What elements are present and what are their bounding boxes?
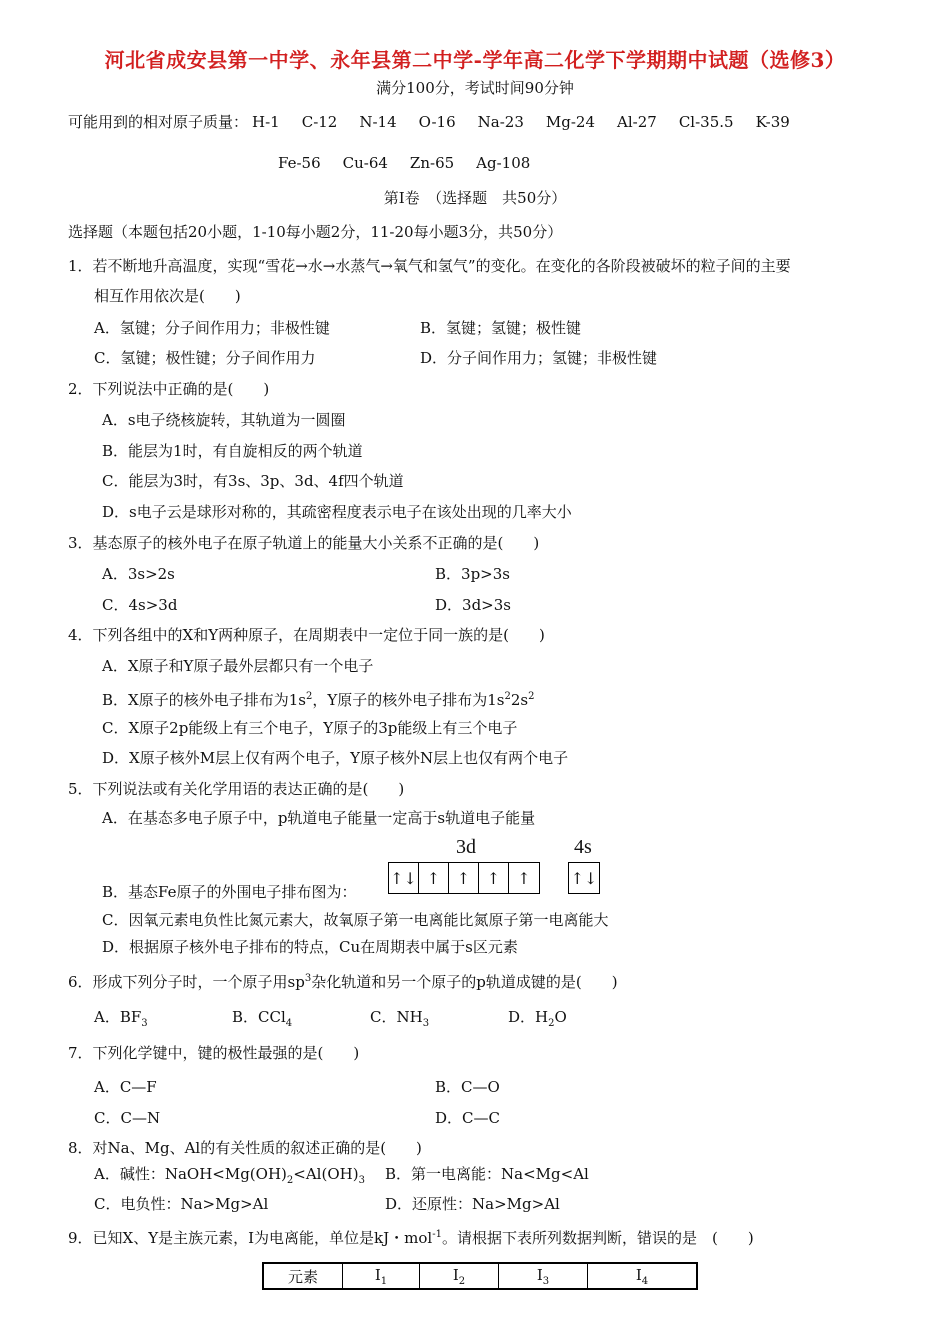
q5-option-b: B．基态Fe原子的外围电子排布图为： (102, 883, 357, 901)
q5-option-c: C．因氧元素电负性比氮元素大，故氧原子第一电离能比氮原子第一电离能大 (102, 911, 609, 929)
q6-text: 杂化轨道和另一个原子的p轨道成键的是( ) (311, 973, 618, 991)
section-title: 第Ⅰ卷 （选择题 共50分） (383, 189, 567, 207)
q2-option-c: C．能层为3时，有3s、3p、3d、4f四个轨道 (102, 472, 404, 490)
section-intro: 选择题（本题包括20小题，1-10每小题2分，11-20每小题3分，共50分） (68, 223, 563, 241)
mass-item: Ag-108 (476, 154, 531, 172)
mass-item: K-39 (755, 113, 790, 131)
q4-option-d: D．X原子核外M层上仅有两个电子，Y原子核外N层上也仅有两个电子 (102, 749, 569, 767)
q1-option-c: C．氢键；极性键；分子间作用力 (94, 349, 316, 367)
q6-stem (68, 969, 618, 992)
subscript: 3 (358, 1175, 365, 1186)
mass-item: Cu-64 (342, 154, 388, 172)
mass-item: Zn-65 (409, 154, 455, 172)
mass-item: C-12 (301, 113, 338, 131)
q6-options (94, 1006, 646, 1029)
q8-option-a (94, 1164, 365, 1191)
q5-stem: 5．下列说法或有关化学用语的表达正确的是( ) (68, 780, 405, 798)
orbital-box: ↑ (517, 868, 531, 888)
q8-option-b: B．第一电离能：Na<Mg<Al (385, 1165, 589, 1183)
mass-item: Mg-24 (545, 113, 596, 131)
atomic-masses-row2 (278, 153, 552, 173)
q4-b-text: B．X原子的核外电子排布为1s (102, 691, 306, 709)
superscript: 3 (304, 973, 312, 984)
table-header-cell: $I_2$ (420, 1263, 499, 1289)
q8-a-text: <Al(OH) (293, 1165, 359, 1183)
q7-option-a: A．C—F (94, 1078, 157, 1096)
q8-option-c: C．电负性：Na>Mg>Al (94, 1195, 269, 1213)
orbital-box: ↑ (479, 863, 509, 893)
mass-item: Cl-35.5 (678, 113, 734, 131)
subscript: 2 (286, 1175, 294, 1186)
orbital-boxes-4s (568, 862, 600, 894)
q1-option-b: B．氢键；氢键；极性键 (420, 319, 582, 337)
table-header-cell: $I_3$ (499, 1263, 588, 1289)
q3-stem: 3．基态原子的核外电子在原子轨道上的能量大小关系不正确的是( ) (68, 534, 540, 552)
orbital-boxes-3d (388, 862, 540, 894)
q4-b-text: ，Y原子的核外电子排布为1s (312, 691, 505, 709)
mass-item: Fe-56 (278, 154, 321, 172)
q6-option-b: B．CCl$_4$ (232, 1008, 293, 1029)
q7-option-c: C．C—N (94, 1109, 161, 1127)
q6-option-c: C．$NH_3$ (370, 1008, 430, 1029)
atomic-masses-row1 (68, 112, 790, 132)
q4-b-text: 2s (510, 691, 529, 709)
q9-text: 9．已知X、Y是主族元素，I为电离能，单位是kJ・mol (68, 1229, 433, 1247)
q9-text: 。请根据下表所列数据判断，错误的是 ( ) (441, 1229, 754, 1247)
orbital-box: ↑↓ (570, 868, 598, 888)
superscript: 2 (305, 691, 313, 702)
table-header-cell: $I_1$ (343, 1263, 420, 1289)
q6-option-a: A．$BF_3$ (94, 1008, 148, 1029)
q4-option-a: A．X原子和Y原子最外层都只有一个电子 (102, 657, 374, 675)
q6-option-d: D．$H_2O$ (508, 1008, 567, 1029)
orbital-box: ↑ (419, 863, 449, 893)
q8-a-text: A．碱性：NaOH<Mg(OH) (94, 1165, 287, 1183)
q8-stem: 8．对Na、Mg、Al的有关性质的叙述正确的是( ) (68, 1139, 422, 1157)
superscript: 2 (504, 691, 511, 702)
q7-option-b: B．C—O (435, 1078, 500, 1096)
orbital-box: ↑↓ (389, 863, 419, 893)
q6-text: 6．形成下列分子时，一个原子用sp (68, 973, 305, 991)
exam-title: 河北省成安县第一中学、永年县第二中学-学年高二化学下学期期中试题（选修3） (104, 48, 846, 72)
mass-item: H-1 (252, 113, 280, 131)
q1-stem: 1．若不断地升高温度，实现“雪花→水→水蒸气→氧气和氢气”的变化。在变化的各阶段被破坏的粒子间的主要 (68, 257, 791, 275)
exam-subtitle: 满分100分，考试时间90分钟 (376, 79, 574, 97)
mass-item: O-16 (418, 113, 456, 131)
q4-stem: 4．下列各组中的X和Y两种原子，在周期表中一定位于同一族的是( ) (68, 626, 545, 644)
q2-option-d: D．s电子云是球形对称的，其疏密程度表示电子在该处出现的几率大小 (102, 503, 572, 521)
q2-option-b: B．能层为1时，有自旋相反的两个轨道 (102, 442, 363, 460)
q3-option-b: B．3p>3s (435, 565, 510, 583)
q3-option-d: D．3d>3s (435, 596, 511, 614)
ionization-energy-table (262, 1262, 698, 1290)
q7-stem: 7．下列化学键中，键的极性最强的是( ) (68, 1044, 360, 1062)
q1-option-d: D．分子间作用力；氢键；非极性键 (420, 349, 658, 367)
q3-option-a: A．3s>2s (102, 565, 175, 583)
mass-item: Al-27 (617, 113, 657, 131)
q4-option-b (102, 687, 534, 710)
q1-option-a: A．氢键；分子间作用力；非极性键 (94, 319, 330, 337)
orbital-label-4s: 4s (574, 836, 592, 858)
orbital-label-3d: 3d (456, 836, 476, 858)
orbital-box: ↑ (449, 863, 479, 893)
q5-option-a: A．在基态多电子原子中，p轨道电子能量一定高于s轨道电子能量 (102, 809, 536, 827)
q9-stem (68, 1225, 754, 1248)
table-header-cell: 元素 (263, 1263, 343, 1289)
q7-option-d: D．C—C (435, 1109, 500, 1127)
table-header-row (263, 1263, 697, 1289)
q2-option-a: A．s电子绕核旋转，其轨道为一圆圈 (102, 411, 346, 429)
q4-option-c: C．X原子2p能级上有三个电子，Y原子的3p能级上有三个电子 (102, 719, 518, 737)
q1-stem-cont: 相互作用依次是( ) (94, 287, 241, 305)
q5-option-d: D．根据原子核外电子排布的特点，Cu在周期表中属于s区元素 (102, 938, 518, 956)
superscript: 2 (528, 691, 535, 702)
mass-item: Na-23 (477, 113, 524, 131)
q3-option-c: C．4s>3d (102, 596, 178, 614)
table-header-cell: $I_4$ (588, 1263, 698, 1289)
q8-option-d: D．还原性：Na>Mg>Al (385, 1195, 560, 1213)
masses-label: 可能用到的相对原子质量： (68, 113, 249, 131)
superscript: -1 (432, 1229, 442, 1240)
q2-stem: 2．下列说法中正确的是( ) (68, 380, 270, 398)
mass-item: N-14 (359, 113, 397, 131)
